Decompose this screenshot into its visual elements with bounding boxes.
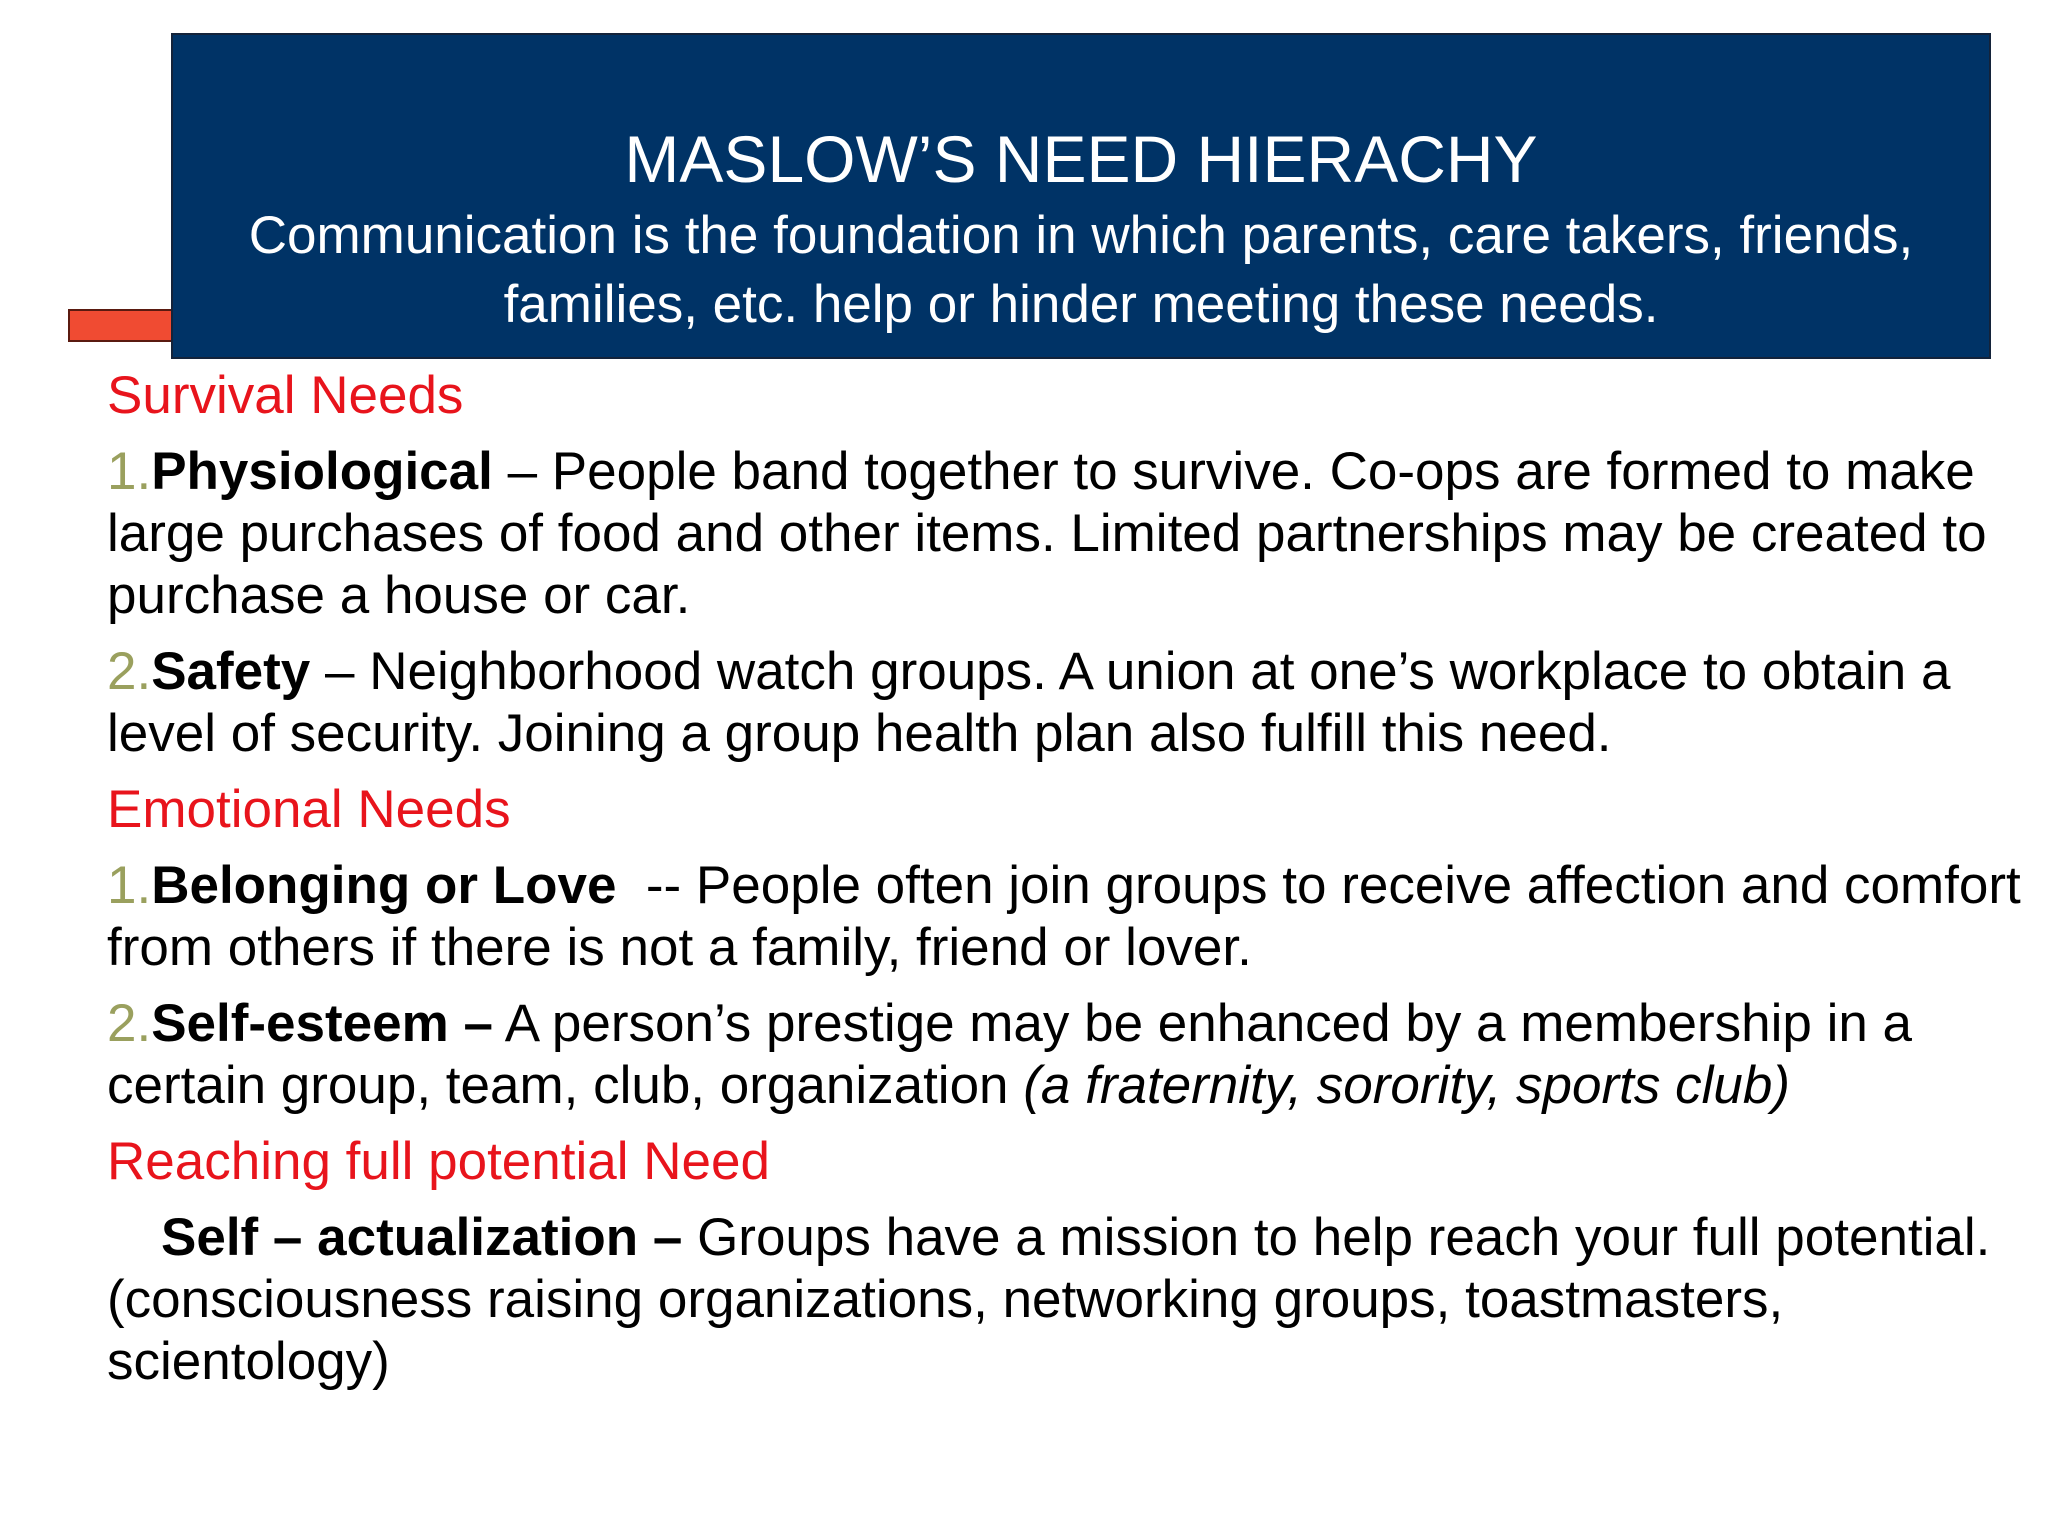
item-text: – People band together to survive. Co-ops are formed to make large purchases of food and other items. Limited partnerships may be created to purchase a house or car.	[107, 442, 1987, 625]
item-examples: (a fraternity, sorority, sports club)	[1023, 1056, 1790, 1115]
item-text: -- People often join groups to receive affection and comfort from others if there is not a family, friend or lover.	[107, 856, 2036, 977]
section-heading-survival: Survival Needs	[107, 366, 464, 425]
accent-bar	[68, 309, 180, 342]
list-item-self-esteem	[107, 993, 2037, 1117]
item-number: 1.	[107, 856, 152, 915]
list-item-safety	[107, 641, 2037, 765]
item-term: Self – actualization –	[161, 1208, 683, 1267]
item-term: Self-esteem –	[151, 994, 493, 1053]
section-heading-full-potential: Reaching full potential Need	[107, 1132, 770, 1191]
item-text: A person’s prestige may be enhanced by a membership in a certain group, team, club, organization	[107, 994, 1913, 1115]
item-text: – Neighborhood watch groups. A union at one’s workplace to obtain a level of security. Joining a group health plan also fulfill this need.	[107, 642, 1951, 763]
slide-subtitle: Communication is the foundation in which parents, care takers, friends, families, etc. help or hinder meeting these needs.	[248, 206, 1914, 334]
title-box	[171, 33, 1991, 359]
item-number: 2.	[107, 994, 152, 1053]
slide-title: MASLOW’S NEED HIERACHY	[624, 122, 1538, 196]
list-item-self-actualization	[107, 1207, 2037, 1393]
section-heading-emotional: Emotional Needs	[107, 780, 511, 839]
item-text: Groups have a mission to help reach your full potential. (consciousness raising organizations, networking groups, toastmasters, scientology)	[107, 1208, 1991, 1391]
slide-content	[107, 365, 2037, 1407]
item-term: Safety	[151, 642, 311, 701]
item-number: 2.	[107, 642, 152, 701]
list-item-belonging	[107, 855, 2037, 979]
item-number: 1.	[107, 442, 152, 501]
list-item-physiological	[107, 441, 2037, 627]
item-term: Physiological	[151, 442, 493, 501]
item-term: Belonging or Love	[151, 856, 617, 915]
